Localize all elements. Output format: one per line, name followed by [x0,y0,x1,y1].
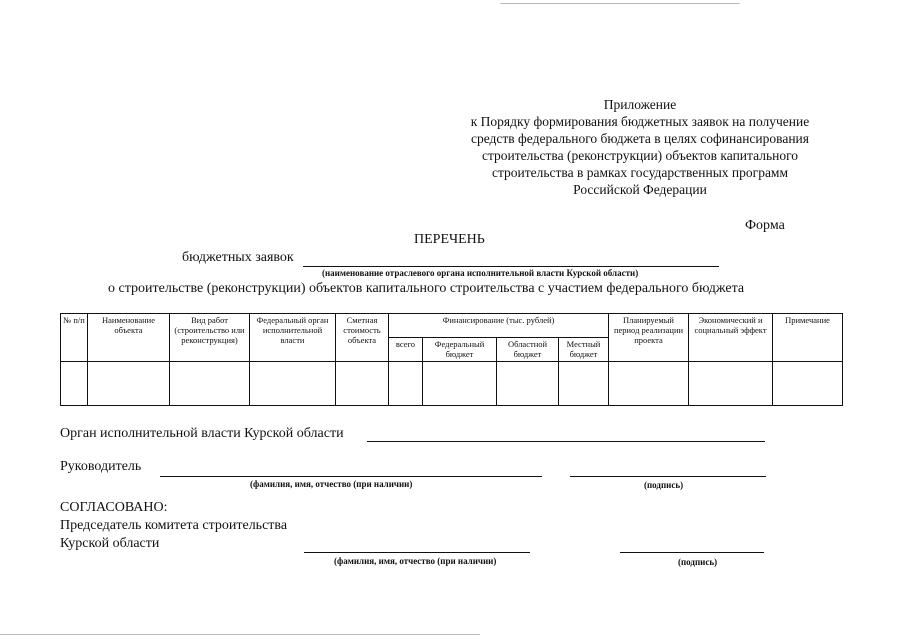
header-work-type: Вид работ (строительство или реконструкция) [170,314,250,362]
header-regional-budget: Областной бюджет [497,338,559,362]
subtitle-line2: о строительстве (реконструкции) объектов капитального строительства с участием федерального бюджета [108,281,745,296]
header-estimated-cost: Сметная стоимость объекта [336,314,389,362]
header-note: Примечание [773,314,843,362]
header-num: № п/п [61,314,88,362]
appendix-line: строительства (реконструкции) объектов капитального [481,148,799,163]
applications-table [60,313,843,406]
appendix-caption [440,96,840,198]
chairman-fio-hint: (фамилия, имя, отчество (при наличии) [334,556,497,566]
header-effect: Экономический и социальный эффект [689,314,773,362]
head-signature-hint: (подпись) [644,480,684,490]
table-cell [423,362,497,406]
chairman-fio-line [304,552,530,553]
table-row [61,362,843,406]
header-federal-budget: Федеральный бюджет [423,338,497,362]
table-cell [559,362,609,406]
appendix-line: средств федерального бюджета в целях софинансирования [470,131,809,146]
table-cell [389,362,423,406]
appendix-line: Российской Федерации [573,182,707,197]
header-federal-body: Федеральный орган исполнительной власти [250,314,336,362]
appendix-line: строительства в рамках государственных программ [491,165,789,180]
top-scan-line [500,3,740,4]
table-cell [497,362,559,406]
authority-fill-line [367,441,765,442]
header-name: Наименование объекта [88,314,170,362]
form-label: Форма [745,218,785,233]
appendix-line: к Порядку формирования бюджетных заявок на получение [470,114,810,129]
appendix-line: Приложение [603,97,677,112]
table-cell [689,362,773,406]
table-cell [609,362,689,406]
chairman-signature-line [620,552,764,553]
head-fio-hint: (фамилия, имя, отчество (при наличии) [250,479,413,489]
header-local-budget: Местный бюджет [559,338,609,362]
document-title: ПЕРЕЧЕНЬ [414,232,485,247]
header-period: Планируемый период реализации проекта [609,314,689,362]
table-cell [61,362,88,406]
agreed-label: СОГЛАСОВАНО: [60,500,168,515]
chairman-line1: Председатель комитета строительства [60,518,288,533]
table-cell [88,362,170,406]
chairman-line2: Курской области [60,536,160,551]
table-cell [336,362,389,406]
header-total: всего [389,338,423,362]
head-fio-line [160,476,542,477]
header-financing: Финансирование (тыс. рублей) [389,314,609,338]
head-label: Руководитель [60,459,142,474]
head-signature-line [570,476,766,477]
subtitle-fill-line [303,266,719,267]
table-cell [170,362,250,406]
subtitle-prefix: бюджетных заявок [182,250,294,265]
table-cell [773,362,843,406]
subtitle-hint: (наименование отраслевого органа исполнительной власти Курской области) [322,268,639,278]
chairman-signature-hint: (подпись) [678,557,718,567]
authority-label: Орган исполнительной власти Курской области [60,426,344,441]
bottom-scan-line [0,634,480,635]
table-cell [250,362,336,406]
